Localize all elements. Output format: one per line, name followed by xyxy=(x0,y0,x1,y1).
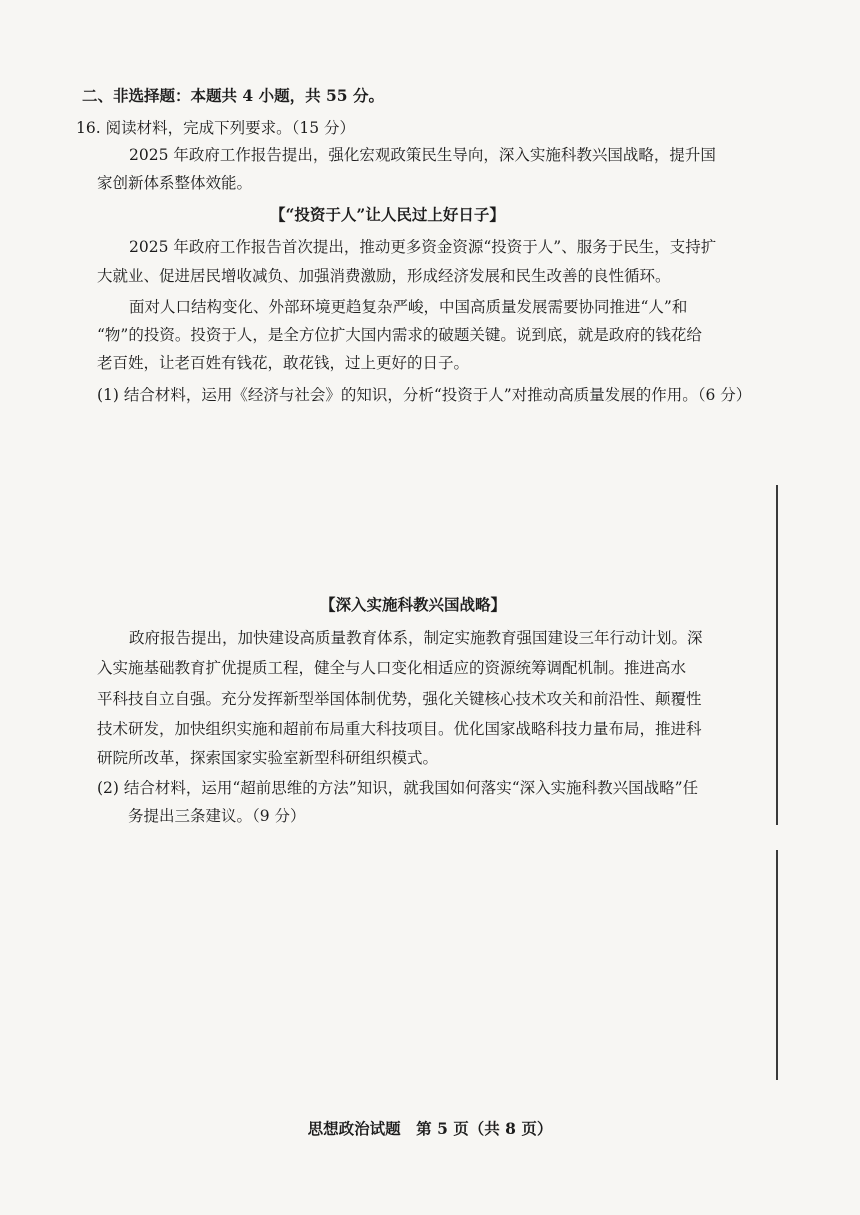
sub-question-2: (2) 结合材料，运用“超前思维的方法”知识，就我国如何落实“深入实施科教兴国战略”任 xyxy=(97,779,699,797)
material-line: 大就业、促进居民增收减负、加强消费激励，形成经济发展和民生改善的良性循环。 xyxy=(97,267,671,285)
material-line: 研院所改革，探索国家实验室新型科研组织模式。 xyxy=(97,749,439,767)
material-line: “物”的投资。投资于人，是全方位扩大国内需求的破题关键。说到底，就是政府的钱花给 xyxy=(97,326,702,344)
material-line: 2025 年政府工作报告首次提出，推动更多资金资源“投资于人”、服务于民生，支持扩 xyxy=(129,238,717,256)
bleed-through-mark xyxy=(640,82,668,102)
material-line: 面对人口结构变化、外部环境更趋复杂严峻，中国高质量发展需要协同推进“人”和 xyxy=(129,298,688,316)
intro-line: 家创新体系整体效能。 xyxy=(97,174,253,192)
material-line: 技术研发，加快组织实施和超前布局重大科技项目。优化国家战略科技力量布局，推进科 xyxy=(97,720,702,738)
material-line: 老百姓，让老百姓有钱花，敢花钱，过上更好的日子。 xyxy=(97,354,470,372)
material-title: 【“投资于人”让人民过上好日子】 xyxy=(270,205,505,224)
material-line: 入实施基础教育扩优提质工程，健全与人口变化相适应的资源统筹调配机制。推进高水 xyxy=(97,659,687,677)
intro-line: 2025 年政府工作报告提出，强化宏观政策民生导向，深入实施科教兴国战略，提升国 xyxy=(129,146,716,164)
section-header: 二、非选择题：本题共 4 小题，共 55 分。 xyxy=(82,86,384,105)
material-title: 【深入实施科教兴国战略】 xyxy=(320,595,507,614)
question-stem: 16. 阅读材料，完成下列要求。（15 分） xyxy=(76,119,355,137)
page-footer: 思想政治试题 第 5 页（共 8 页） xyxy=(307,1119,553,1138)
sub-question-2: 务提出三条建议。（9 分） xyxy=(128,807,306,825)
margin-line xyxy=(776,850,778,1080)
margin-line xyxy=(776,485,778,825)
sub-question-1: (1) 结合材料，运用《经济与社会》的知识，分析“投资于人”对推动高质量发展的作用。（6 分） xyxy=(97,386,752,404)
material-line: 政府报告提出，加快建设高质量教育体系，制定实施教育强国建设三年行动计划。深 xyxy=(129,629,703,647)
material-line: 平科技自立自强。充分发挥新型举国体制优势，强化关键核心技术攻关和前沿性、颠覆性 xyxy=(97,690,702,708)
